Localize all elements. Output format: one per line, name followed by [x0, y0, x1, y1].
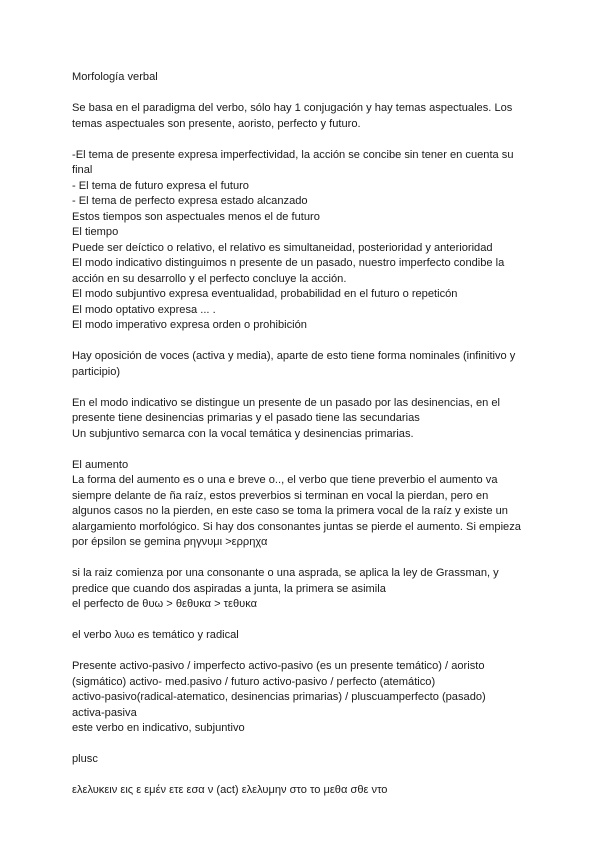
- text-line: El aumento: [72, 458, 129, 471]
- text-line: participio): [72, 365, 121, 378]
- text-line: este verbo en indicativo, subjuntivo: [72, 722, 245, 734]
- text-line: Estos tiempos son aspectuales menos el de futuro: [72, 210, 320, 223]
- text-line: El modo imperativo expresa orden o prohibición: [72, 319, 307, 331]
- paragraph: [72, 458, 532, 551]
- text-line: siempre delante de ña raíz, estos preverbios si terminan en vocal la pierdan, pero en: [72, 489, 489, 502]
- document-page: [72, 70, 532, 814]
- document-body: [72, 101, 532, 799]
- text-line: El modo indicativo distinguimos n presente de un pasado, nuestro imperfecto condibe la: [72, 257, 505, 269]
- text-line: el verbo λυω es temático y radical: [72, 629, 239, 641]
- document-title: [72, 70, 532, 86]
- paragraph: [72, 783, 532, 799]
- text-line: El modo subjuntivo expresa eventualidad, probabilidad en el futuro o repeticón: [72, 288, 458, 300]
- text-line: - El tema de futuro expresa el futuro: [72, 179, 249, 192]
- text-line: ελελυκειν εις ε εμέν ετε εσα ν (act) ελελυμην στο το μεθα σθε ντο: [72, 784, 388, 796]
- text-line: el perfecto de θυω > θεθυκα > τεθυκα: [72, 598, 258, 610]
- text-line: acción en su desarrollo y el perfecto concluye la acción.: [72, 272, 347, 285]
- title-text: Morfología verbal: [72, 71, 158, 83]
- text-line: predice que cuando dos aspiradas a junta, la primera se asimila: [72, 582, 386, 595]
- text-line: En el modo indicativo se distingue un presente de un pasado por las desinencias, en el: [72, 396, 501, 409]
- text-line: temas aspectuales son presente, aoristo, perfecto y futuro.: [72, 117, 361, 130]
- text-line: -El tema de presente expresa imperfectividad, la acción se concibe sin tener en cuenta su: [72, 148, 514, 161]
- text-line: alargamiento morfológico. Si hay dos consonantes juntas se pierde el aumento. Si empieza: [72, 520, 521, 533]
- text-line: si la raiz comienza por una consonante o una asprada, se aplica la ley de Grassman, y: [72, 567, 499, 579]
- text-line: activo-pasivo(radical-atematico, desinencias primarias) / pluscuamperfecto (pasado): [72, 691, 486, 703]
- text-line: plusc: [72, 753, 98, 765]
- text-line: (sigmático) activo- med.pasivo / futuro activo-pasivo / perfecto (atemático): [72, 675, 436, 688]
- paragraph: [72, 101, 532, 132]
- paragraph: [72, 659, 532, 737]
- paragraph: [72, 349, 532, 380]
- text-line: activa-pasiva: [72, 706, 137, 719]
- text-line: Presente activo-pasivo / imperfecto activo-pasivo (es un presente temático) / aoristo: [72, 660, 485, 672]
- text-line: Puede ser deíctico o relativo, el relativo es simultaneidad, posterioridad y anterioridad: [72, 241, 493, 254]
- text-line: por épsilon se gemina ρηγνυμι >ερρηχα: [72, 536, 268, 548]
- text-line: La forma del aumento es o una e breve o.., el verbo que tiene preverbio el aumento va: [72, 474, 498, 486]
- text-line: Se basa en el paradigma del verbo, sólo hay 1 conjugación y hay temas aspectuales. Los: [72, 102, 513, 114]
- text-line: algunos casos no la pierden, en este caso se toma la primera vocal de la raíz y existe un: [72, 505, 508, 517]
- paragraph: [72, 628, 532, 644]
- text-line: El tiempo: [72, 226, 119, 238]
- text-line: Hay oposición de voces (activa y media), aparte de esto tiene forma nominales (infinitivo y: [72, 350, 516, 362]
- text-line: final: [72, 164, 93, 176]
- paragraph: [72, 148, 532, 334]
- text-line: - El tema de perfecto expresa estado alcanzado: [72, 195, 308, 207]
- paragraph: [72, 396, 532, 443]
- paragraph: [72, 752, 532, 768]
- paragraph: [72, 566, 532, 613]
- text-line: presente tiene desinencias primarias y el pasado tiene las secundarias: [72, 412, 420, 424]
- text-line: Un subjuntivo semarca con la vocal temática y desinencias primarias.: [72, 427, 414, 440]
- text-line: El modo optativo expresa ... .: [72, 303, 216, 316]
